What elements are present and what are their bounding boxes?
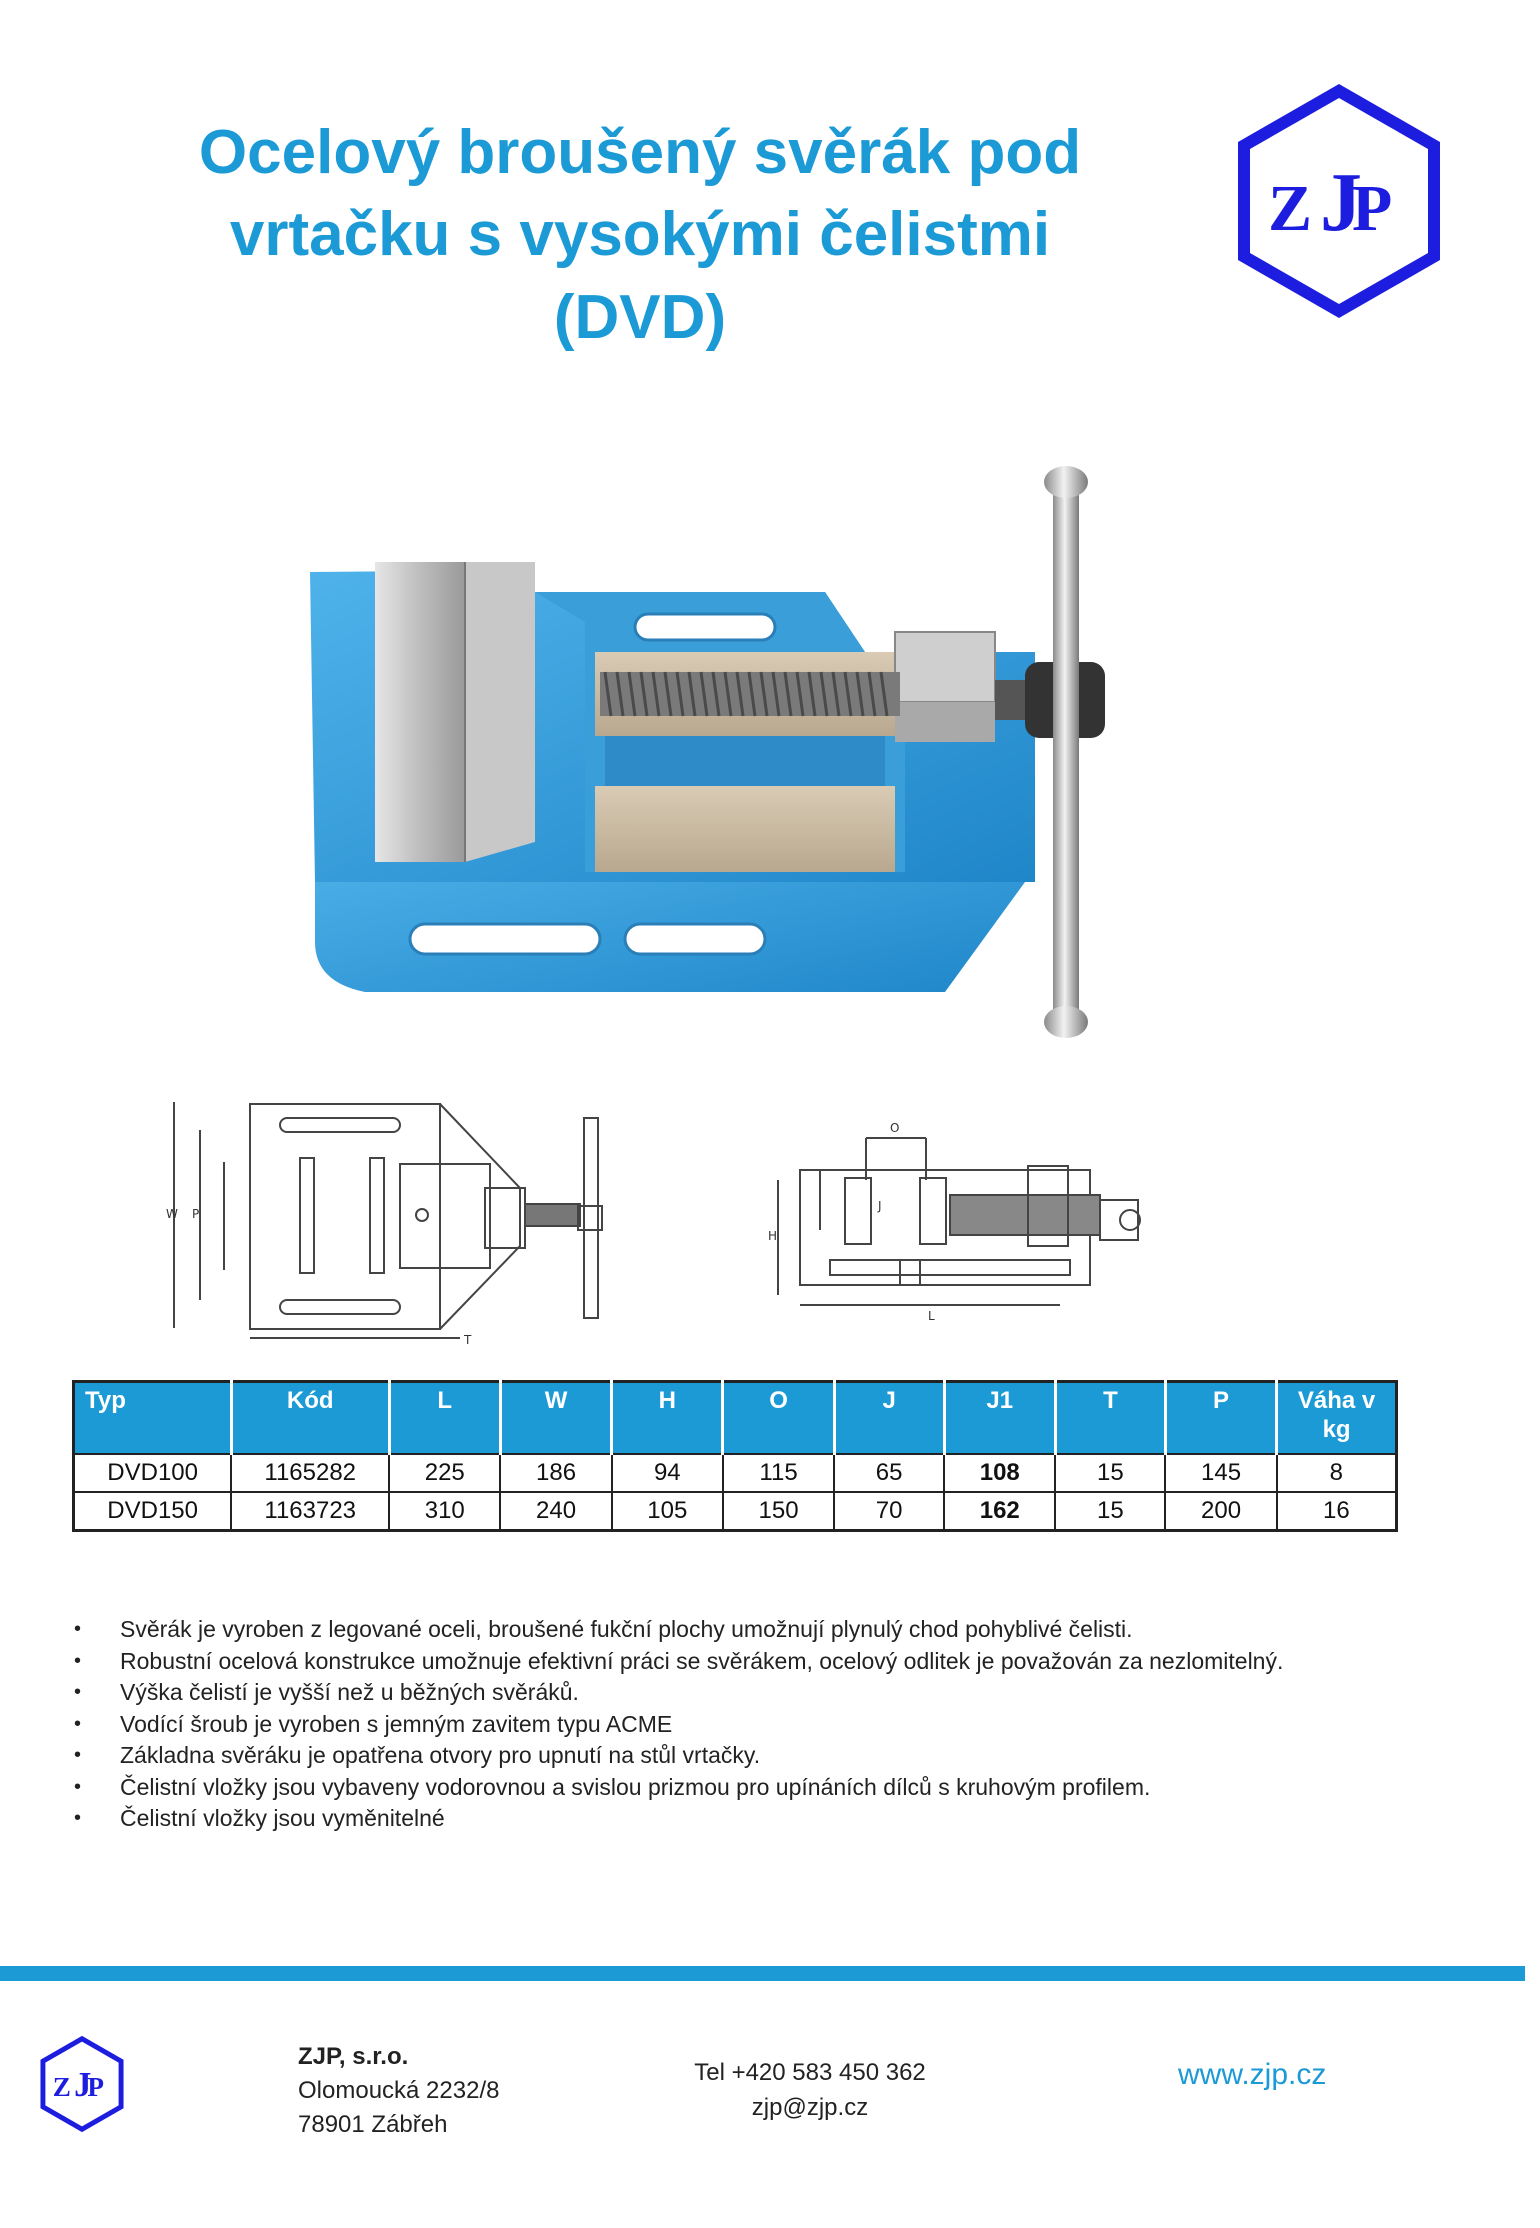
- cell-j: 70: [834, 1492, 944, 1531]
- contact-info: [680, 2055, 940, 2125]
- col-header-kod: Kód: [231, 1382, 389, 1455]
- list-item: • Základna svěráku je opatřena otvory pro upnutí na stůl vrtačky.: [72, 1740, 1492, 1772]
- list-item: • Čelistní vložky jsou vyměnitelné: [72, 1803, 1492, 1835]
- dim-label-o: O: [890, 1121, 900, 1135]
- zjp-logo-small: [38, 2034, 126, 2134]
- cell-p: 200: [1165, 1492, 1276, 1531]
- title-line-1: Ocelový broušený svěrák pod: [198, 118, 1082, 187]
- company-name: ZJP, s.r.o.: [298, 2043, 409, 2070]
- list-item: • Čelistní vložky jsou vybaveny vodorovnou a svislou prizmou pro upínáních dílců s kruhovým profilem.: [72, 1772, 1492, 1804]
- logo-small-letter-z: Z: [52, 2071, 71, 2102]
- cell-typ: DVD100: [74, 1454, 232, 1492]
- address-line-2: 78901 Zábřeh: [298, 2111, 448, 2138]
- cell-t: 15: [1055, 1492, 1165, 1531]
- logo-small-letter-p: P: [87, 2071, 104, 2102]
- cell-o: 150: [723, 1492, 834, 1531]
- cell-typ: DVD150: [74, 1492, 232, 1531]
- cell-o: 115: [723, 1454, 834, 1492]
- table-row: [74, 1492, 1397, 1531]
- cell-kod: 1163723: [231, 1492, 389, 1531]
- product-photo: [305, 462, 1125, 1044]
- col-header-vaha: Váha v kg: [1277, 1382, 1397, 1455]
- dim-label-p: P: [192, 1207, 200, 1221]
- cell-w: 240: [500, 1492, 611, 1531]
- title-line-2: vrtačku s vysokými čelistmi: [229, 200, 1051, 270]
- dim-label-w: W: [166, 1207, 178, 1221]
- col-header-p: P: [1165, 1382, 1276, 1455]
- col-header-j: J: [834, 1382, 944, 1455]
- dim-label-j: J: [878, 1199, 882, 1213]
- zjp-logo: [1232, 80, 1446, 322]
- list-item: • Robustní ocelová konstrukce umožnuje efektivní práci se svěrákem, ocelový odlitek je považován za nezlomitelný.: [72, 1646, 1492, 1678]
- title-line-3: (DVD): [553, 282, 727, 352]
- side-view-drawing: [760, 1110, 1200, 1332]
- cell-j1: 108: [944, 1454, 1055, 1492]
- list-item: • Výška čelistí je vyšší než u běžných svěráků.: [72, 1677, 1492, 1709]
- logo-small-letter-j: J: [74, 2065, 92, 2104]
- email-link[interactable]: zjp@zjp.cz: [751, 2094, 869, 2121]
- list-item: • Vodící šroub je vyroben s jemným zavitem typu ACME: [72, 1709, 1492, 1741]
- col-header-h: H: [612, 1382, 723, 1455]
- col-header-j1: J1: [944, 1382, 1055, 1455]
- cell-h: 105: [612, 1492, 723, 1531]
- logo-letter-z: Z: [1268, 172, 1313, 245]
- col-header-l: L: [389, 1382, 500, 1455]
- cell-l: 310: [389, 1492, 500, 1531]
- cell-j1: 162: [944, 1492, 1055, 1531]
- page-title: [120, 112, 1160, 359]
- address-line-1: Olomoucká 2232/8: [298, 2077, 500, 2104]
- table-row: [74, 1454, 1397, 1492]
- spec-table: [72, 1380, 1398, 1532]
- cell-j: 65: [834, 1454, 944, 1492]
- col-header-w: W: [500, 1382, 611, 1455]
- cell-vaha: 16: [1277, 1492, 1397, 1531]
- cell-kod: 1165282: [231, 1454, 389, 1492]
- dim-label-l: L: [928, 1309, 935, 1323]
- cell-w: 186: [500, 1454, 611, 1492]
- top-view-drawing: [160, 1088, 640, 1348]
- cell-h: 94: [612, 1454, 723, 1492]
- col-header-typ: Typ: [74, 1382, 232, 1455]
- col-header-t: T: [1055, 1382, 1165, 1455]
- dim-label-t: T: [464, 1333, 472, 1347]
- company-address: [298, 2040, 499, 2142]
- footer-divider: [0, 1966, 1525, 1981]
- table-header-row: [74, 1382, 1397, 1455]
- phone-number: Tel +420 583 450 362: [694, 2059, 926, 2086]
- logo-letter-j: J: [1320, 156, 1362, 249]
- cell-t: 15: [1055, 1454, 1165, 1492]
- cell-l: 225: [389, 1454, 500, 1492]
- feature-list: [72, 1614, 1492, 1835]
- cell-vaha: 8: [1277, 1454, 1397, 1492]
- logo-letter-p: P: [1352, 172, 1393, 245]
- website-link[interactable]: www.zjp.cz: [1178, 2058, 1327, 2091]
- list-item: • Svěrák je vyroben z legované oceli, broušené fukční plochy umožnují plynulý chod pohyblivé čelisti.: [72, 1614, 1492, 1646]
- col-header-o: O: [723, 1382, 834, 1455]
- dim-label-h: H: [768, 1229, 778, 1243]
- cell-p: 145: [1165, 1454, 1276, 1492]
